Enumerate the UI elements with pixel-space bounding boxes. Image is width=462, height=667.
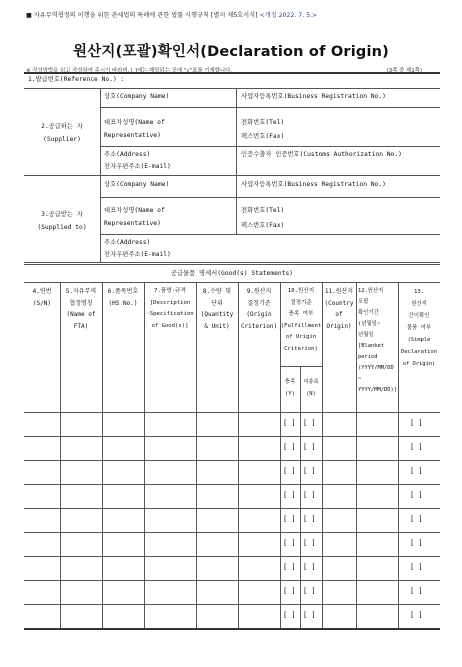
col-divider <box>60 282 61 628</box>
fulfilled-no-checkbox[interactable]: [ ] <box>303 539 316 547</box>
recipient-email-field[interactable]: 전자우편주소(E-mail) <box>104 251 171 258</box>
fulfilled-no-checkbox[interactable]: [ ] <box>303 587 316 595</box>
col-divider <box>144 282 145 628</box>
fulfilled-yes-checkbox[interactable]: [ ] <box>283 419 296 427</box>
row-divider <box>24 604 440 605</box>
simple-declaration-checkbox[interactable]: [ ] <box>410 563 423 571</box>
supplier-tel-field[interactable]: 전화번호(Tel) <box>241 119 285 126</box>
row-divider <box>24 508 440 509</box>
fulfilled-yes-checkbox[interactable]: [ ] <box>283 515 296 523</box>
simple-declaration-checkbox[interactable]: [ ] <box>410 539 423 547</box>
fulfilled-yes-checkbox[interactable]: [ ] <box>283 563 296 571</box>
supplier-brn-field[interactable]: 사업자등록번호(Business Registration No.) <box>241 93 386 100</box>
col-divider <box>236 88 237 175</box>
law-reference-text: ■ 자유무역협정의 이행을 위한 관세법의 특례에 관한 법률 시행규칙 [별지 제5호서식] <box>26 12 258 19</box>
page-indicator: (3쪽 중 제1쪽) <box>386 68 422 74</box>
instruction-note: ※ 작성방법을 읽고 작성하여 주시기 바라며, [ ]에는 해당되는 곳에 "√"표를 기재합니다. <box>26 68 233 74</box>
row-divider <box>24 556 440 557</box>
row-divider <box>100 107 440 108</box>
row-divider <box>24 484 440 485</box>
simple-declaration-checkbox[interactable]: [ ] <box>410 419 423 427</box>
col-header-criterion-fulfillment: 10.원산지 결정기준 충족 여부 (Fulfillment of Origin Criterion) <box>280 288 322 352</box>
col-divider <box>102 282 103 628</box>
row-divider <box>100 234 440 235</box>
col-header-description: 7.품명·규격 [Description ·Specification of Good(s)] <box>146 288 194 329</box>
recipient-brn-field[interactable]: 사업자등록번호(Business Registration No.) <box>241 181 386 188</box>
simple-declaration-checkbox[interactable]: [ ] <box>410 491 423 499</box>
supplier-customs-authorization-field[interactable]: 인증수출자 인증번호(Customs Authorization No.) <box>241 151 402 158</box>
recipient-tel-field[interactable]: 전화번호(Tel) <box>241 207 285 214</box>
simple-declaration-checkbox[interactable]: [ ] <box>410 587 423 595</box>
row-divider <box>24 580 440 581</box>
fulfilled-yes-checkbox[interactable]: [ ] <box>283 443 296 451</box>
row-divider <box>280 366 322 367</box>
section-divider <box>24 262 440 265</box>
col-header-fulfilled-no: 미충족 (N) <box>303 379 319 397</box>
supplier-company-field[interactable]: 상호(Company Name) <box>104 93 170 100</box>
fulfilled-yes-checkbox[interactable]: [ ] <box>283 539 296 547</box>
row-divider <box>100 197 440 198</box>
form-title: 원산지(포괄)확인서(Declaration of Origin) <box>73 44 389 60</box>
col-divider <box>100 88 101 262</box>
table-bottom-border <box>24 628 440 630</box>
fulfilled-no-checkbox[interactable]: [ ] <box>303 563 316 571</box>
row-divider <box>24 175 440 176</box>
row-divider <box>24 532 440 533</box>
supplied-to-label: 3.공급받는 자 (Supplied to) <box>37 211 87 231</box>
col-header-origin-criterion: 9.원산지 결정기준 (Origin Criterion) <box>240 288 278 330</box>
col-header-serial-number: 4.연번 (S/N) <box>32 288 52 307</box>
recipient-fax-field[interactable]: 팩스번호(Fax) <box>241 222 285 229</box>
recipient-representative-field[interactable]: 대표자성명(Name of Representative) <box>104 207 165 227</box>
fulfilled-no-checkbox[interactable]: [ ] <box>303 467 316 475</box>
fulfilled-no-checkbox[interactable]: [ ] <box>303 491 316 499</box>
fulfilled-yes-checkbox[interactable]: [ ] <box>283 467 296 475</box>
col-divider <box>236 175 237 234</box>
col-divider <box>322 282 323 628</box>
supplier-representative-field[interactable]: 대표자성명(Name of Representative) <box>104 119 165 139</box>
simple-declaration-checkbox[interactable]: [ ] <box>410 611 423 619</box>
row-divider <box>100 146 440 147</box>
simple-declaration-checkbox[interactable]: [ ] <box>410 467 423 475</box>
fulfilled-yes-checkbox[interactable]: [ ] <box>283 491 296 499</box>
fulfilled-no-checkbox[interactable]: [ ] <box>303 443 316 451</box>
row-divider <box>24 412 440 413</box>
goods-statement-title: 공급물품 명세서(Good(s) Statements) <box>170 270 294 277</box>
col-header-blanket-period: 12.원산지 포괄 확인기간 (년월일~ 년월일 [Blanket period (YYYY/MM/DD ~ YYYY/MM/DD)] <box>358 288 397 393</box>
fulfilled-yes-checkbox[interactable]: [ ] <box>283 611 296 619</box>
col-header-fulfilled-yes: 충족 (Y) <box>284 379 296 397</box>
col-header-fta-name: 5.자유무역 협정명칭 (Name of FTA) <box>65 288 97 330</box>
simple-declaration-checkbox[interactable]: [ ] <box>410 443 423 451</box>
supplier-label: 2.공급하는 자 (Supplier) <box>41 123 83 143</box>
col-divider <box>356 282 357 628</box>
supplier-fax-field[interactable]: 팩스번호(Fax) <box>241 133 285 140</box>
col-header-hs-number: 6.품목번호 (HS No.) <box>107 288 139 307</box>
law-reference <box>26 10 317 19</box>
row-divider <box>24 436 440 437</box>
recipient-company-field[interactable]: 상호(Company Name) <box>104 181 170 188</box>
fulfilled-yes-checkbox[interactable]: [ ] <box>283 587 296 595</box>
row-divider <box>24 282 440 283</box>
col-header-simple-declaration: 13. 원산지 간이확인 물품 여부 (Simple Declaration of Origin) <box>401 289 437 367</box>
reference-number-label: 1.발급번호(Reference No.) : <box>28 76 125 83</box>
col-header-country-of-origin: 11.원산지 (Country of Origin) <box>324 288 354 330</box>
simple-declaration-checkbox[interactable]: [ ] <box>410 515 423 523</box>
fulfilled-no-checkbox[interactable]: [ ] <box>303 419 316 427</box>
supplier-email-field[interactable]: 전자우편주소(E-mail) <box>104 163 171 170</box>
row-divider <box>24 88 440 89</box>
recipient-address-field[interactable]: 주소(Address) <box>104 239 151 246</box>
fulfilled-no-checkbox[interactable]: [ ] <box>303 611 316 619</box>
amendment-date: <개정 2022. 7. 5.> <box>259 12 318 19</box>
row-divider <box>24 460 440 461</box>
col-divider <box>238 282 239 628</box>
fulfilled-no-checkbox[interactable]: [ ] <box>303 515 316 523</box>
supplier-address-field[interactable]: 주소(Address) <box>104 151 151 158</box>
col-header-quantity: 8.수량 및 단위 (Quantity & Unit) <box>200 288 234 330</box>
col-divider <box>196 282 197 628</box>
col-divider <box>300 366 301 628</box>
